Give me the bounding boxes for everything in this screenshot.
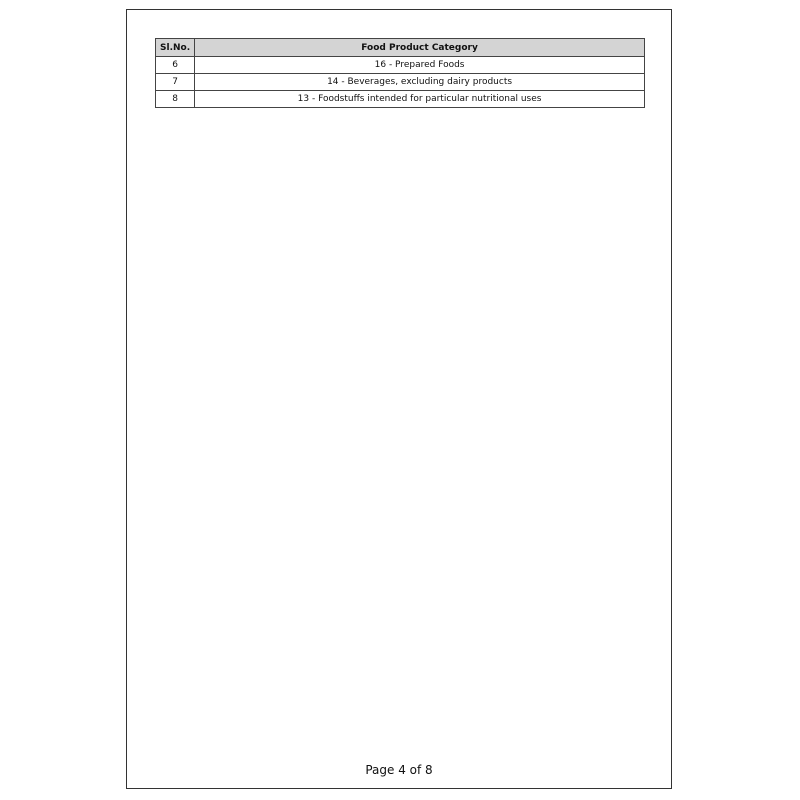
category-cell: 16 - Prepared Foods	[195, 57, 645, 74]
sl-no-cell: 8	[156, 91, 195, 108]
table-header-row	[156, 39, 645, 57]
sl-no-cell: 7	[156, 74, 195, 91]
sl-no-header: Sl.No.	[156, 39, 195, 57]
page-number: Page 4 of 8	[365, 763, 433, 777]
food-category-header: Food Product Category	[195, 39, 645, 57]
category-cell: 13 - Foodstuffs intended for particular nutritional uses	[195, 91, 645, 108]
table-row	[156, 57, 645, 74]
food-category-table	[155, 38, 645, 108]
table-row	[156, 91, 645, 108]
document-page	[126, 9, 672, 789]
category-cell: 14 - Beverages, excluding dairy products	[195, 74, 645, 91]
sl-no-cell: 6	[156, 57, 195, 74]
table-row	[156, 74, 645, 91]
